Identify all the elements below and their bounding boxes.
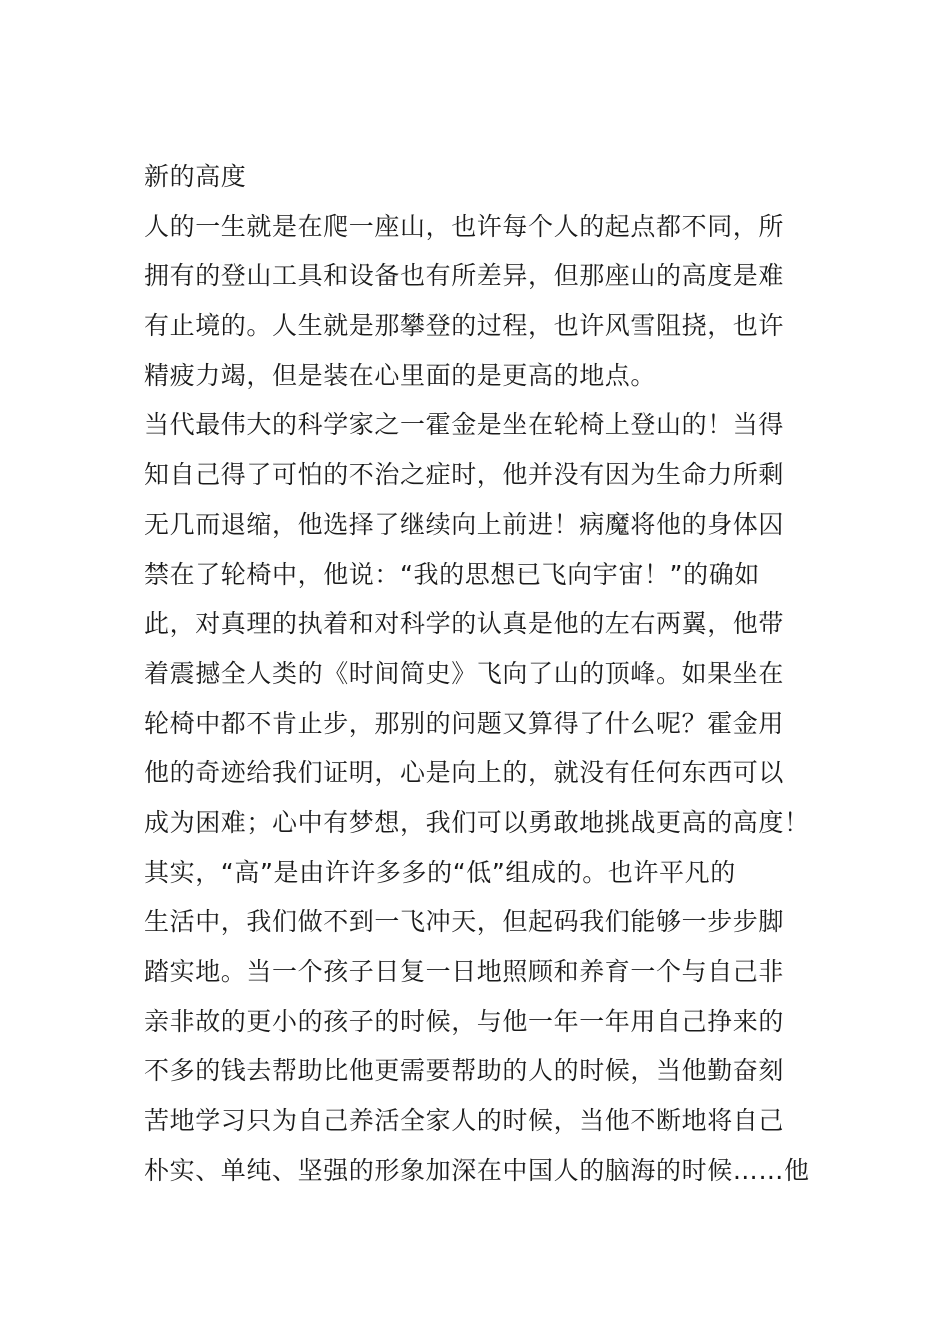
text-line: 禁在了轮椅中，他说：“我的思想已飞向宇宙！”的确如: [144, 559, 760, 589]
text-line: 他的奇迹给我们证明，心是向上的，就没有任何东西可以: [144, 758, 785, 788]
text-line: 轮椅中都不肯止步，那别的问题又算得了什么呢？霍金用: [144, 708, 785, 738]
text-line: 有止境的。人生就是那攀登的过程，也许风雪阻挠，也许: [144, 311, 785, 341]
text-line: 生活中，我们做不到一飞冲天，但起码我们能够一步步脚: [144, 907, 785, 937]
text-line: 当代最伟大的科学家之一霍金是坐在轮椅上登山的！当得: [144, 410, 785, 440]
text-line: 不多的钱去帮助比他更需要帮助的人的时候，当他勤奋刻: [144, 1056, 785, 1086]
text-line: 此，对真理的执着和对科学的认真是他的左右两翼，他带: [144, 609, 785, 639]
text-line: 朴实、单纯、坚强的形象加深在中国人的脑海的时候……他: [144, 1155, 810, 1185]
text-line: 着震撼全人类的《时间简史》飞向了山的顶峰。如果坐在: [144, 658, 785, 688]
text-line: 其实，“高”是由许许多多的“低”组成的。也许平凡的: [144, 857, 736, 887]
text-line: 知自己得了可怕的不治之症时，他并没有因为生命力所剩: [144, 460, 785, 490]
text-line: 拥有的登山工具和设备也有所差异，但那座山的高度是难: [144, 261, 785, 291]
text-line: 成为困难；心中有梦想，我们可以勇敢地挑战更高的高度！: [144, 807, 810, 837]
document-title: 新的高度: [144, 162, 247, 191]
text-line: 亲非故的更小的孩子的时候，与他一年一年用自己挣来的: [144, 1006, 785, 1036]
text-line: 无几而退缩，他选择了继续向上前进！病魔将他的身体囚: [144, 509, 785, 539]
text-line: 人的一生就是在爬一座山，也许每个人的起点都不同，所: [144, 211, 785, 241]
text-line: 精疲力竭，但是装在心里面的是更高的地点。: [144, 360, 657, 390]
text-line: 踏实地。当一个孩子日复一日地照顾和养育一个与自己非: [144, 957, 785, 986]
text-line: 苦地学习只为自己养活全家人的时候，当他不断地将自己: [144, 1106, 785, 1136]
document-body: [144, 152, 824, 1195]
